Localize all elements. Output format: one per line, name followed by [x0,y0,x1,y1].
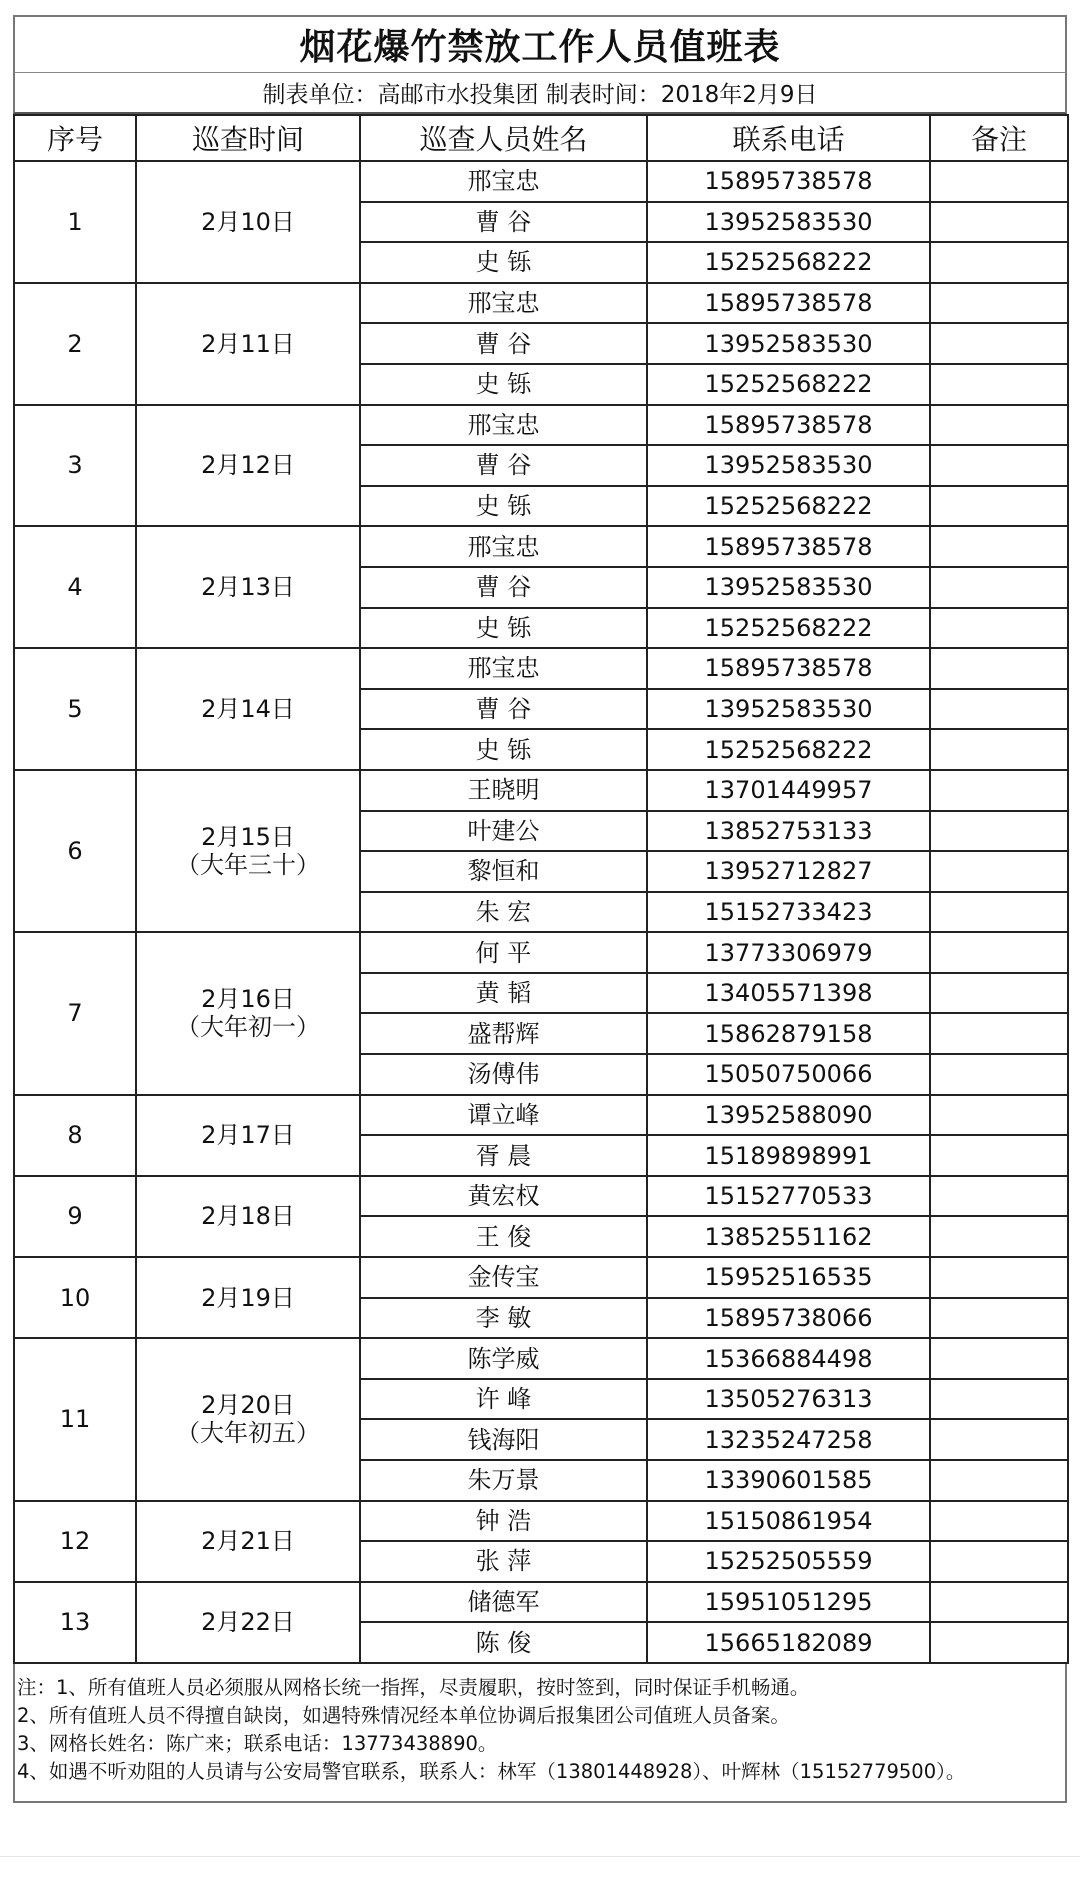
seq-cell: 11 [14,1338,136,1500]
phone-cell: 15152770533 [647,1176,930,1217]
date-text: 2月21日 [201,1527,295,1556]
table-row [14,1582,1068,1623]
staff-name-cell: 储德军 [360,1582,647,1623]
phone-cell: 13952583530 [647,689,930,730]
phone-cell: 15152733423 [647,892,930,933]
date-text: 2月14日 [201,695,295,724]
remark-cell [930,283,1068,324]
date-cell [136,932,360,1094]
phone-cell: 13505276313 [647,1379,930,1420]
table-row [14,526,1068,567]
date-holiday-note: （大年三十） [176,851,320,880]
header-seq: 序号 [14,115,136,161]
note-line: 注：1、所有值班人员必须服从网格长统一指挥，尽责履职，按时签到，同时保证手机畅通。 [17,1675,810,1699]
date-text: 2月18日 [201,1202,295,1231]
seq-cell: 3 [14,405,136,527]
table-row [14,648,1068,689]
remark-cell [930,1257,1068,1298]
table-row [14,283,1068,324]
remark-cell [930,932,1068,973]
seq-cell: 1 [14,161,136,283]
table-row [14,1338,1068,1379]
table-row [14,1176,1068,1217]
remark-cell [930,526,1068,567]
staff-name-cell: 史 铄 [360,242,647,283]
remark-cell [930,323,1068,364]
seq-cell: 4 [14,526,136,648]
table-row [14,932,1068,973]
phone-cell: 15952516535 [647,1257,930,1298]
remark-cell [930,1135,1068,1176]
date-cell [136,770,360,932]
table-header-row [14,115,1068,161]
date-text: 2月12日 [201,451,295,480]
phone-cell: 13952583530 [647,445,930,486]
staff-name-cell: 朱 宏 [360,892,647,933]
remark-cell [930,161,1068,202]
remark-cell [930,811,1068,852]
remark-cell [930,1622,1068,1663]
remark-cell [930,567,1068,608]
date-text: 2月17日 [201,1121,295,1150]
remark-cell [930,202,1068,243]
date-text: 2月15日 [201,823,295,852]
remark-cell [930,1460,1068,1501]
staff-name-cell: 曹 谷 [360,689,647,730]
date-text: 2月19日 [201,1283,295,1312]
phone-cell: 13952712827 [647,851,930,892]
header-name: 巡查人员姓名 [360,115,647,161]
phone-cell: 13952583530 [647,323,930,364]
staff-name-cell: 黄宏权 [360,1176,647,1217]
remark-cell [930,770,1068,811]
staff-name-cell: 黎恒和 [360,851,647,892]
phone-cell: 15665182089 [647,1622,930,1663]
date-cell [136,1095,360,1176]
phone-cell: 13390601585 [647,1460,930,1501]
remark-cell [930,1176,1068,1217]
phone-cell: 15252568222 [647,608,930,649]
roster-body [14,161,1068,1663]
staff-name-cell: 邢宝忠 [360,526,647,567]
phone-cell: 13952583530 [647,202,930,243]
staff-name-cell: 王 俊 [360,1216,647,1257]
phone-cell: 15252568222 [647,364,930,405]
phone-cell: 15252568222 [647,729,930,770]
remark-cell [930,1095,1068,1136]
table-row [14,1095,1068,1136]
remark-cell [930,364,1068,405]
staff-name-cell: 金传宝 [360,1257,647,1298]
staff-name-cell: 邢宝忠 [360,283,647,324]
staff-name-cell: 叶建公 [360,811,647,852]
remark-cell [930,242,1068,283]
date-text: 2月22日 [201,1608,295,1637]
date-holiday-note: （大年初五） [176,1419,320,1448]
duty-roster-sheet [13,15,1067,1803]
phone-cell: 15189898991 [647,1135,930,1176]
date-cell [136,1257,360,1338]
note-line: 2、所有值班人员不得擅自缺岗，如遇特殊情况经本单位协调后报集团公司值班人员备案。 [17,1703,790,1727]
page-title: 烟花爆竹禁放工作人员值班表 [13,15,1067,73]
date-text: 2月10日 [201,207,295,236]
remark-cell [930,445,1068,486]
date-cell [136,283,360,405]
phone-cell: 13701449957 [647,770,930,811]
staff-name-cell: 曹 谷 [360,323,647,364]
staff-name-cell: 史 铄 [360,486,647,527]
remark-cell [930,1298,1068,1339]
staff-name-cell: 邢宝忠 [360,161,647,202]
roster-table [13,114,1069,1664]
remark-cell [930,973,1068,1014]
remark-cell [930,1541,1068,1582]
header-note: 备注 [930,115,1068,161]
remark-cell [930,405,1068,446]
staff-name-cell: 钟 浩 [360,1501,647,1542]
remark-cell [930,648,1068,689]
date-cell [136,1501,360,1582]
phone-cell: 15252505559 [647,1541,930,1582]
remark-cell [930,608,1068,649]
remark-cell [930,729,1068,770]
phone-cell: 13405571398 [647,973,930,1014]
date-holiday-note: （大年初一） [176,1013,320,1042]
header-phone: 联系电话 [647,115,930,161]
staff-name-cell: 史 铄 [360,729,647,770]
staff-name-cell: 黄 韬 [360,973,647,1014]
phone-cell: 15895738578 [647,648,930,689]
phone-cell: 15895738066 [647,1298,930,1339]
remark-cell [930,1216,1068,1257]
header-date: 巡查时间 [136,115,360,161]
staff-name-cell: 邢宝忠 [360,648,647,689]
seq-cell: 8 [14,1095,136,1176]
staff-name-cell: 何 平 [360,932,647,973]
remark-cell [930,1379,1068,1420]
note-line: 3、网格长姓名：陈广来；联系电话：13773438890。 [17,1731,498,1755]
date-cell [136,161,360,283]
staff-name-cell: 邢宝忠 [360,405,647,446]
phone-cell: 15150861954 [647,1501,930,1542]
seq-cell: 2 [14,283,136,405]
phone-cell: 15895738578 [647,405,930,446]
remark-cell [930,1582,1068,1623]
staff-name-cell: 史 铄 [360,364,647,405]
staff-name-cell: 钱海阳 [360,1419,647,1460]
phone-cell: 15951051295 [647,1582,930,1623]
staff-name-cell: 盛帮辉 [360,1013,647,1054]
table-row [14,770,1068,811]
staff-name-cell: 曹 谷 [360,567,647,608]
date-cell [136,526,360,648]
table-row [14,1501,1068,1542]
date-text: 2月11日 [201,329,295,358]
phone-cell: 13773306979 [647,932,930,973]
date-text: 2月13日 [201,573,295,602]
remark-cell [930,892,1068,933]
staff-name-cell: 史 铄 [360,608,647,649]
seq-cell: 13 [14,1582,136,1663]
staff-name-cell: 曹 谷 [360,202,647,243]
note-line: 4、如遇不听劝阻的人员请与公安局警官联系，联系人：林军（13801448928）、叶辉林（15152779500）。 [17,1759,966,1783]
date-text: 2月16日 [201,985,295,1014]
seq-cell: 6 [14,770,136,932]
remark-cell [930,1338,1068,1379]
phone-cell: 15366884498 [647,1338,930,1379]
phone-cell: 13235247258 [647,1419,930,1460]
remark-cell [930,1013,1068,1054]
phone-cell: 13952588090 [647,1095,930,1136]
date-cell [136,405,360,527]
table-row [14,1257,1068,1298]
table-row [14,405,1068,446]
phone-cell: 15895738578 [647,161,930,202]
remark-cell [930,1054,1068,1095]
staff-name-cell: 陈学威 [360,1338,647,1379]
staff-name-cell: 李 敏 [360,1298,647,1339]
table-row [14,161,1068,202]
seq-cell: 10 [14,1257,136,1338]
remark-cell [930,689,1068,730]
date-text: 2月20日 [201,1391,295,1420]
phone-cell: 15252568222 [647,486,930,527]
staff-name-cell: 汤傅伟 [360,1054,647,1095]
phone-cell: 13852753133 [647,811,930,852]
staff-name-cell: 陈 俊 [360,1622,647,1663]
phone-cell: 13952583530 [647,567,930,608]
staff-name-cell: 胥 晨 [360,1135,647,1176]
remark-cell [930,486,1068,527]
staff-name-cell: 王晓明 [360,770,647,811]
staff-name-cell: 朱万景 [360,1460,647,1501]
phone-cell: 15252568222 [647,242,930,283]
date-cell [136,1176,360,1257]
phone-cell: 15895738578 [647,526,930,567]
remark-cell [930,851,1068,892]
staff-name-cell: 谭立峰 [360,1095,647,1136]
seq-cell: 7 [14,932,136,1094]
notes-box [13,1664,1067,1803]
seq-cell: 5 [14,648,136,770]
seq-cell: 12 [14,1501,136,1582]
phone-cell: 15862879158 [647,1013,930,1054]
staff-name-cell: 许 峰 [360,1379,647,1420]
divider [0,1856,1080,1857]
phone-cell: 15895738578 [647,283,930,324]
date-cell [136,1582,360,1663]
staff-name-cell: 张 萍 [360,1541,647,1582]
seq-cell: 9 [14,1176,136,1257]
subtitle: 制表单位：高邮市水投集团 制表时间：2018年2月9日 [13,73,1067,114]
phone-cell: 13852551162 [647,1216,930,1257]
remark-cell [930,1419,1068,1460]
date-cell [136,648,360,770]
phone-cell: 15050750066 [647,1054,930,1095]
remark-cell [930,1501,1068,1542]
staff-name-cell: 曹 谷 [360,445,647,486]
date-cell [136,1338,360,1500]
